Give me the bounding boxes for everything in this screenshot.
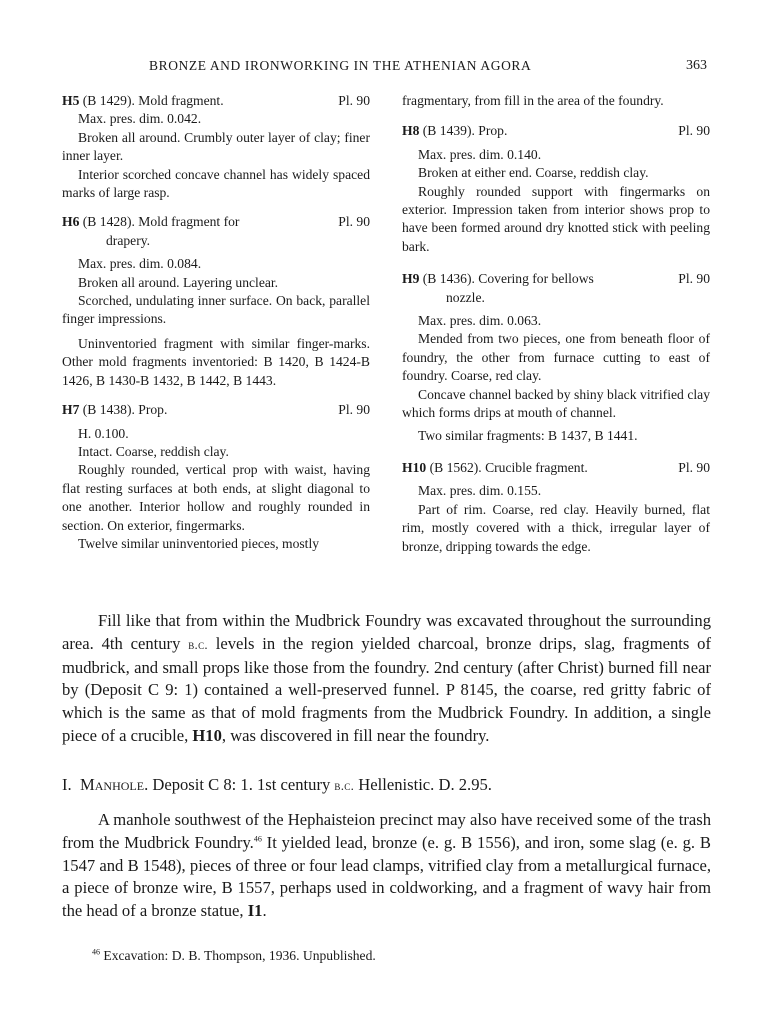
catalogue-entry-h9 xyxy=(402,270,710,445)
running-head xyxy=(0,58,773,78)
running-head-title: BRONZE AND IRONWORKING IN THE ATHENIAN AGORA xyxy=(149,58,532,73)
paragraph-text: . xyxy=(262,901,267,921)
catalogue-left-column xyxy=(62,92,370,564)
section-name: Manhole. xyxy=(79,775,149,794)
continued-note: fragmentary, from fill in the area of the foundry. xyxy=(402,93,664,108)
footnote-text: Excavation: D. B. Thompson, 1936. Unpublished. xyxy=(100,948,376,963)
dimensions: Max. pres. dim. 0.084. xyxy=(78,256,202,272)
footnote-reference[interactable]: 46 xyxy=(253,834,262,844)
dimensions: Max. pres. dim. 0.042. xyxy=(78,111,202,127)
entry-heading xyxy=(62,401,370,419)
section-deposit: Deposit C 8: 1. 1st century xyxy=(148,775,335,794)
condition: Broken all around. Layering unclear. xyxy=(78,274,279,290)
inventory-description-continued: nozzle. xyxy=(446,289,485,305)
dimensions: H. 0.100. xyxy=(78,425,129,441)
catalogue-entry-h5 xyxy=(62,92,370,202)
description: Interior scorched concave channel has widely spaced marks of large rasp. xyxy=(62,166,370,201)
catalogue-number: H7 xyxy=(62,402,80,418)
description: Roughly rounded, vertical prop with waist, having flat resting surfaces at both ends, at slight diagonal to one another. Interior hollow and roughly rounded in section. On exterior, fingermarks. xyxy=(62,462,370,533)
paragraph xyxy=(62,809,711,923)
condition: Mended from two pieces, one from beneath floor of foundry, the other from furnace cutting to east of foundry. Coarse, red clay. xyxy=(402,331,710,384)
dimensions: Max. pres. dim. 0.063. xyxy=(418,313,542,329)
catalogue-entry-h8 xyxy=(402,122,710,256)
catalogue-entry-h10 xyxy=(402,459,710,556)
catalogue-number: H6 xyxy=(62,214,80,230)
catalogue-reference: H10 xyxy=(192,725,222,745)
condition: Intact. Coarse, reddish clay. xyxy=(78,443,229,459)
note: Uninventoried fragment with similar finger-marks. Other mold fragments inventoried: B 1420, B 1424-B 1426, B 1430-B 1432, B 1442, B 1443. xyxy=(62,335,370,388)
entry-heading xyxy=(402,270,710,307)
dimensions: Max. pres. dim. 0.155. xyxy=(418,483,542,499)
description: Scorched, undulating inner surface. On back, parallel finger impressions. xyxy=(62,293,370,327)
footnote xyxy=(92,948,376,964)
description: Part of rim. Coarse, red clay. Heavily burned, flat rim, mostly covered with a thick, irregular layer of bronze, dripping towards the edge. xyxy=(402,501,710,554)
footnote-number: 46 xyxy=(92,947,100,957)
description: Concave channel backed by shiny black vitrified clay which forms drips at mouth of channel. xyxy=(402,386,710,421)
catalogue-number: H10 xyxy=(402,459,427,475)
inventory-description: (B 1429). Mold fragment. xyxy=(82,93,224,108)
page-number: 363 xyxy=(686,58,707,73)
entry-heading xyxy=(402,122,710,140)
plate-reference: Pl. 90 xyxy=(338,93,370,108)
paragraph-text: , was discovered in fill near the foundry. xyxy=(221,725,490,745)
inventory-description: (B 1439). Prop. xyxy=(422,123,508,139)
body-paragraph-manhole xyxy=(62,809,711,923)
plate-reference: Pl. 90 xyxy=(678,271,710,287)
section-heading xyxy=(62,775,711,795)
condition: Broken at either end. Coarse, reddish clay. xyxy=(418,165,649,181)
section-date: Hellenistic. D. 2.95. xyxy=(354,775,492,794)
paragraph xyxy=(62,610,711,748)
plate-reference: Pl. 90 xyxy=(678,123,710,139)
inventory-description: (B 1436). Covering for bellows xyxy=(422,271,594,287)
body-paragraph-fill xyxy=(62,610,711,748)
entry-heading xyxy=(62,92,370,110)
plate-reference: Pl. 90 xyxy=(338,214,370,230)
plate-reference: Pl. 90 xyxy=(338,402,370,418)
catalogue-number: H9 xyxy=(402,271,420,287)
catalogue-number: H8 xyxy=(402,123,420,139)
description: Roughly rounded support with fingermarks on exterior. Impression taken from interior shows prop to have been formed around dry knotted stick with peeling bark. xyxy=(402,183,710,254)
section-numeral: I. xyxy=(62,775,72,794)
inventory-description-continued: drapery. xyxy=(106,232,151,248)
catalogue-number: H5 xyxy=(62,93,80,108)
inventory-description: (B 1562). Crucible fragment. xyxy=(429,459,588,475)
plate-reference: Pl. 90 xyxy=(678,459,710,475)
dimensions: Max. pres. dim. 0.140. xyxy=(418,146,542,162)
entry-heading xyxy=(62,213,370,250)
inventory-description: (B 1438). Prop. xyxy=(82,402,168,418)
note: Twelve similar uninventoried pieces, mostly xyxy=(78,535,320,551)
paragraph-text: levels in the region yielded charcoal, bronze drips, slag, fragments of mudbrick, and small props like those from the foundry. 2nd century (after Christ) burned fill near by (Deposit C 9: 1) contained a well-preserved funnel. P 8145, the coarse, red gritty fabric of which is the same as that of mold fragments from the Mudbrick Foundry. In addition, a single piece of a crucible, xyxy=(62,633,712,745)
paragraph-text: It yielded lead, bronze (e. g. B 1556), and iron, some slag (e. g. B 1547 and B 1548), pieces of three or four lead clamps, vitrified clay from a metallurgical furnace, a piece of bronze wire, B 1557, perhaps used in coldworking, and a fragment of wavy hair from the head of a bronze statue, xyxy=(62,832,711,921)
era-abbreviation: b.c. xyxy=(188,636,208,652)
entry-heading xyxy=(402,459,710,477)
condition: Broken all around. Crumbly outer layer of clay; finer inner layer. xyxy=(62,129,370,164)
era-abbreviation: b.c. xyxy=(334,778,355,793)
inventory-description: (B 1428). Mold fragment for xyxy=(82,214,240,230)
note: Two similar fragments: B 1437, B 1441. xyxy=(418,427,638,443)
catalogue-right-column xyxy=(402,92,710,567)
paragraph-text: Fill like that from within the Mudbrick Foundry was excavated throughout the surrounding area. 4th century xyxy=(62,611,711,653)
catalogue-reference: I1 xyxy=(247,901,263,921)
catalogue-entry-h6 xyxy=(62,213,370,390)
paragraph-text: A manhole southwest of the Hephaisteion precinct may also have received some of the trash from the Mudbrick Foundry. xyxy=(62,810,711,852)
catalogue-entry-h7 xyxy=(62,401,370,553)
